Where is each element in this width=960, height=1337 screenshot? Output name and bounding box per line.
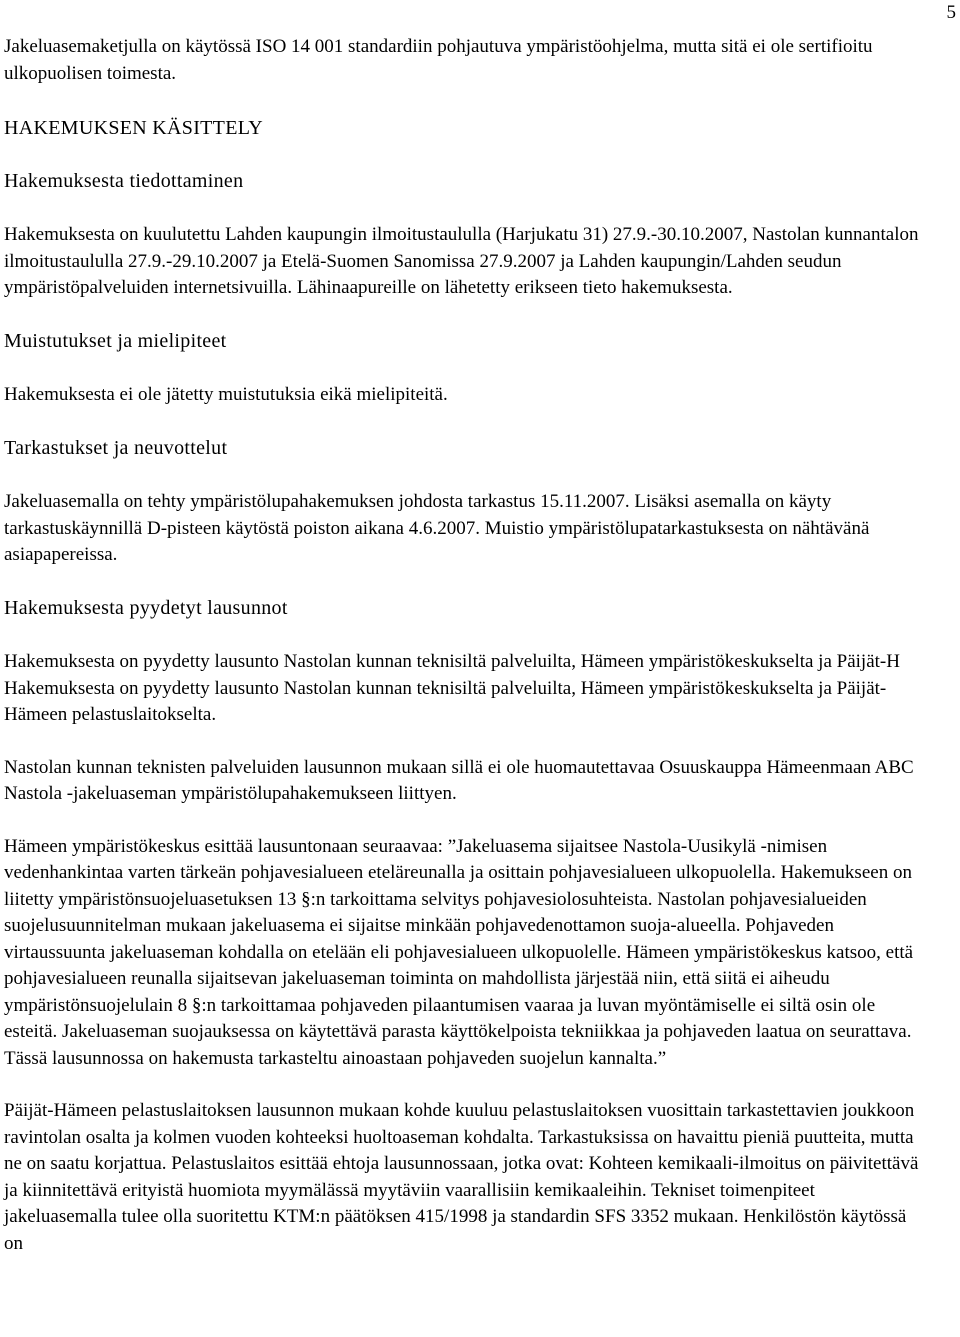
paragraph-lausunto-nastola: Nastolan kunnan teknisten palveluiden lausunnon mukaan sillä ei ole huomautettavaa Osuuskauppa Hämeenmaan ABC Nastola -jakeluaseman ympäristölupahakemukseen liittyen. xyxy=(4,756,914,804)
paragraph-lausunto-pelastuslaitos: Päijät-Hämeen pelastuslaitoksen lausunnon mukaan kohde kuuluu pelastuslaitoksen vuosittain tarkastettavien joukkoon ravintolan osalta ja kolmen vuoden kohteeksi huoltoaseman kohdalta. Tarkastuksissa on havaittu pieniä puutteita, mutta ne on saatu korjattua. Pelastuslaitos esittää ehtoja lausunnossaan, jotka ovat: Kohteen kemikaali-ilmoitus on päivitettävä ja kiinnitettävä erityistä huomiota myymälässä myytäviin vaarallisiin kemikaaleihin. Tekniset toimenpiteet jakeluasemalla tulee olla suoritettu KTM:n päätöksen 415/1998 ja standardin SFS 3352 mukaan. Henkilöstön käytössä on xyxy=(4,1100,919,1254)
heading-tarkastukset: Tarkastukset ja neuvottelut xyxy=(4,436,228,459)
document-body xyxy=(4,34,928,1257)
intro-paragraph: Jakeluasemaketjulla on käytössä ISO 14 001 standardiin pohjautuva ympäristöohjelma, mutta sitä ei ole sertifioitu ulkopuolisen toimesta. xyxy=(4,36,873,84)
page-number: 5 xyxy=(946,2,956,23)
heading-lausunnot: Hakemuksesta pyydetyt lausunnot xyxy=(4,596,288,619)
heading-tiedottaminen: Hakemuksesta tiedottaminen xyxy=(4,169,244,192)
paragraph-muistutukset: Hakemuksesta ei ole jätetty muistutuksia eikä mielipiteitä. xyxy=(4,384,448,405)
paragraph-lausunto-hameen-ymparistokeskus: Hämeen ympäristökeskus esittää lausuntonaan seuraavaa: ”Jakeluasema sijaitsee Nastola-Uusikylä -nimisen vedenhankintaa varten tärkeän pohjavesialueen eteläreunalla ja osittain pohjavesialueen ulkopuolella. Hakemukseen on liitetty ympäristönsuojeluasetuksen 13 §:n tarkoittama selvitys pohjavesiolosuhteista. Nastolan pohjavesialueiden suojelusuunnitelman mukaan jakeluasema ei sijaitse minkään pohjavedenottamon suoja-alueella. Pohjaveden virtaussuunta jakeluaseman kohdalla on etelään eli pohjavesialueen ulkopuolelle. Hämeen ympäristökeskus katsoo, että pohjavesialueen reunalla sijaitsevan jakeluaseman toiminta on mahdollista järjestää niin, että siitä ei aiheudu ympäristönsuojelulain 8 §:n tarkoittamaa pohjaveden pilaantumisen vaaraa ja luvan myöntämiselle ei siltä osin ole esteitä. Jakeluaseman suojauksessa on käytettävä parasta käyttökelpoista tekniikkaa ja pohjaveden laatua on seurattava. Tässä lausunnossa on hakemusta tarkasteltu ainoastaan pohjaveden suojelun kannalta.” xyxy=(4,835,914,1069)
heading-muistutukset: Muistutukset ja mielipiteet xyxy=(4,329,227,352)
paragraph-lausunto-pyydetty: Hakemuksesta on pyydetty lausunto Nastolan kunnan teknisiltä palveluilta, Hämeen ympäristökeskukselta ja Päijät-H Hakemuksesta on pyydetty lausunto Nastolan kunnan teknisiltä palveluilta, Hämeen ympäristökeskukselta ja Päijät-Hämeen pelastuslaitokselta. xyxy=(4,651,900,725)
paragraph-tiedottaminen: Hakemuksesta on kuulutettu Lahden kaupungin ilmoitustaululla (Harjukatu 31) 27.9.-30.10.2007, Nastolan kunnantalon ilmoitustaululla 27.9.-29.10.2007 ja Etelä-Suomen Sanomissa 27.9.2007 ja Lahden kaupungin/Lahden seudun ympäristöpalveluiden internetsivuilla. Lähinaapureille on lähetetty erikseen tieto hakemuksesta. xyxy=(4,224,919,298)
section-title: HAKEMUKSEN KÄSITTELY xyxy=(4,117,263,139)
paragraph-tarkastukset: Jakeluasemalla on tehty ympäristölupahakemuksen johdosta tarkastus 15.11.2007. Lisäksi asemalla on käyty tarkastuskäynnillä D-pisteen käytöstä poiston aikana 4.6.2007. Muistio ympäristölupatarkastuksesta on nähtävänä asiapapereissa. xyxy=(4,491,870,565)
